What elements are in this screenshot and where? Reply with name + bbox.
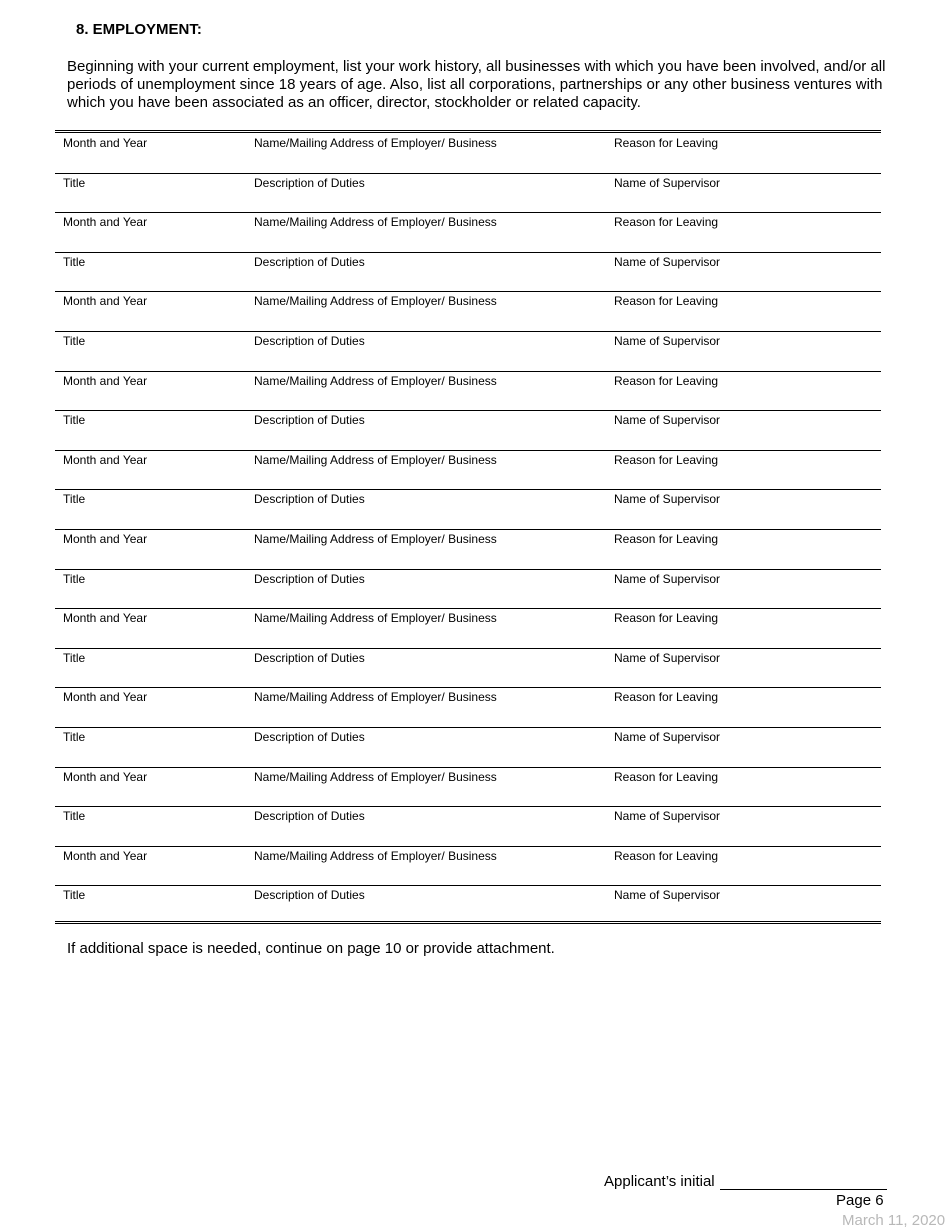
section-instructions: Beginning with your current employment, list your work history, all businesses with which you have been involved, and/or all periods of unemployment since 18 years of age. Also, list all corporations, partnerships or any other business ventures with which you have been associated as an officer, director, stockholder or related capacity. xyxy=(67,58,886,111)
cell-col-3-label: Name of Supervisor xyxy=(614,175,721,190)
cell-col-3-label: Reason for Leaving xyxy=(614,136,719,150)
row-divider xyxy=(55,331,881,332)
cell-col-3-label: Reason for Leaving xyxy=(614,611,719,626)
cell-col-2-label: Name/Mailing Address of Employer/ Business xyxy=(254,769,497,784)
cell-col-3-label: Reason for Leaving xyxy=(614,848,719,863)
applicant-initial-field[interactable] xyxy=(720,1189,887,1190)
row-divider xyxy=(55,648,881,649)
cell-col-3-label: Name of Supervisor xyxy=(614,730,721,744)
table-row xyxy=(55,291,881,330)
table-row xyxy=(55,133,881,172)
cell-col-3-label: Name of Supervisor xyxy=(614,413,721,428)
row-divider xyxy=(55,727,881,728)
revision-date: March 11, 2020 xyxy=(842,1212,946,1229)
cell-col-1-label: Title xyxy=(63,571,86,586)
row-divider xyxy=(55,806,881,807)
section-heading: 8. EMPLOYMENT: xyxy=(76,21,202,38)
cell-col-1-label: Title xyxy=(63,334,86,348)
row-divider xyxy=(55,767,881,768)
applicant-initial-label: Applicant’s initial xyxy=(604,1173,715,1190)
row-divider xyxy=(55,252,881,253)
cell-col-2-label: Description of Duties xyxy=(254,334,365,348)
table-row xyxy=(55,212,881,251)
table-row xyxy=(55,648,881,687)
cell-col-2-label: Description of Duties xyxy=(254,888,365,903)
cell-col-1-label: Title xyxy=(63,254,86,269)
cell-col-1-label: Month and Year xyxy=(63,848,148,863)
cell-col-3-label: Name of Supervisor xyxy=(614,888,721,903)
table-row xyxy=(55,727,881,766)
cell-col-3-label: Reason for Leaving xyxy=(614,452,719,467)
table-row xyxy=(55,885,881,924)
row-divider xyxy=(55,529,881,530)
cell-col-2-label: Name/Mailing Address of Employer/ Business xyxy=(254,215,497,230)
row-divider xyxy=(55,450,881,451)
cell-col-1-label: Month and Year xyxy=(63,690,148,705)
cell-col-3-label: Reason for Leaving xyxy=(614,373,719,388)
page-number: Page 6 xyxy=(836,1192,884,1209)
table-row xyxy=(55,331,881,370)
table-row xyxy=(55,450,881,489)
table-row xyxy=(55,806,881,845)
cell-col-3-label: Reason for Leaving xyxy=(614,215,719,230)
cell-col-3-label: Name of Supervisor xyxy=(614,571,721,586)
table-row xyxy=(55,569,881,608)
row-divider xyxy=(55,608,881,609)
cell-col-1-label: Month and Year xyxy=(63,373,148,388)
table-row xyxy=(55,846,881,885)
cell-col-3-label: Reason for Leaving xyxy=(614,769,719,784)
table-row xyxy=(55,767,881,806)
table-row xyxy=(55,173,881,212)
row-divider xyxy=(55,569,881,570)
cell-col-1-label: Title xyxy=(63,650,86,665)
cell-col-2-label: Description of Duties xyxy=(254,650,365,665)
cell-col-2-label: Description of Duties xyxy=(254,571,365,586)
cell-col-1-label: Month and Year xyxy=(63,136,148,150)
cell-col-2-label: Name/Mailing Address of Employer/ Business xyxy=(254,611,497,626)
cell-col-1-label: Title xyxy=(63,492,86,507)
cell-col-2-label: Name/Mailing Address of Employer/ Business xyxy=(254,452,497,467)
cell-col-3-label: Name of Supervisor xyxy=(614,650,721,665)
table-row xyxy=(55,489,881,528)
cell-col-1-label: Month and Year xyxy=(63,452,148,467)
cell-col-1-label: Month and Year xyxy=(63,294,148,309)
cell-col-2-label: Name/Mailing Address of Employer/ Business xyxy=(254,690,497,705)
cell-col-2-label: Name/Mailing Address of Employer/ Business xyxy=(254,136,497,150)
row-divider xyxy=(55,173,881,174)
cell-col-3-label: Name of Supervisor xyxy=(614,334,721,348)
table-row xyxy=(55,687,881,726)
cell-col-2-label: Description of Duties xyxy=(254,809,365,824)
cell-col-1-label: Month and Year xyxy=(63,611,148,626)
cell-col-1-label: Title xyxy=(63,413,86,428)
row-divider xyxy=(55,489,881,490)
cell-col-2-label: Name/Mailing Address of Employer/ Business xyxy=(254,848,497,863)
table-row xyxy=(55,410,881,449)
cell-col-2-label: Description of Duties xyxy=(254,254,365,269)
row-divider xyxy=(55,410,881,411)
cell-col-2-label: Description of Duties xyxy=(254,175,365,190)
cell-col-3-label: Name of Supervisor xyxy=(614,254,721,269)
table-row xyxy=(55,608,881,647)
cell-col-2-label: Name/Mailing Address of Employer/ Business xyxy=(254,532,497,546)
cell-col-3-label: Name of Supervisor xyxy=(614,492,721,507)
row-divider xyxy=(55,885,881,886)
table-row xyxy=(55,371,881,410)
cell-col-1-label: Title xyxy=(63,888,86,903)
employment-history-table xyxy=(55,130,881,924)
table-row xyxy=(55,529,881,568)
row-divider xyxy=(55,291,881,292)
cell-col-1-label: Title xyxy=(63,809,86,824)
cell-col-1-label: Month and Year xyxy=(63,769,148,784)
table-row xyxy=(55,252,881,291)
cell-col-1-label: Title xyxy=(63,175,86,190)
additional-space-note: If additional space is needed, continue on page 10 or provide attachment. xyxy=(67,940,555,957)
cell-col-1-label: Month and Year xyxy=(63,215,148,230)
cell-col-1-label: Title xyxy=(63,730,86,744)
cell-col-3-label: Reason for Leaving xyxy=(614,532,719,546)
row-divider xyxy=(55,687,881,688)
cell-col-2-label: Name/Mailing Address of Employer/ Business xyxy=(254,294,497,309)
row-divider xyxy=(55,371,881,372)
cell-col-2-label: Description of Duties xyxy=(254,413,365,428)
cell-col-3-label: Reason for Leaving xyxy=(614,294,719,309)
cell-col-2-label: Description of Duties xyxy=(254,730,365,744)
cell-col-3-label: Reason for Leaving xyxy=(614,690,719,705)
cell-col-2-label: Name/Mailing Address of Employer/ Business xyxy=(254,373,497,388)
row-divider xyxy=(55,212,881,213)
cell-col-2-label: Description of Duties xyxy=(254,492,365,507)
cell-col-1-label: Month and Year xyxy=(63,532,148,546)
cell-col-3-label: Name of Supervisor xyxy=(614,809,721,824)
row-divider xyxy=(55,846,881,847)
